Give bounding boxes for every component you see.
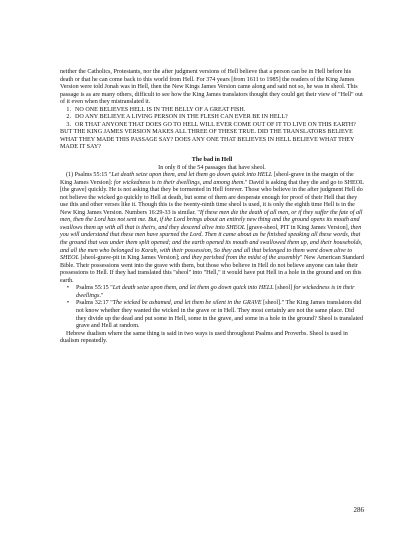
list-text: DO ANY BELIEVE A LIVING PERSON IN THE FLESH CAN EVER BE IN HELL? <box>75 114 288 121</box>
quote-italic: then you will understand that these men have spurned the Lord. Then it came about as he finished speaking all these words, that the ground that was under them split opened; and the earth opened its mouth and swallowed them up, and their households, and all the men who belonged to Korah, with their possession, So they and all that belonged to them went down alive to SHEOL <box>60 224 363 262</box>
body-paragraph <box>60 172 364 285</box>
numbered-list <box>60 107 364 130</box>
intro-paragraph: neither the Catholics, Protestants, nor the after judgment versions of Hell believe that a person can be in Hell before his death or that he can come back to this world from Hell. For 374 years [from 1611 to 1985] the readers of the King James Version were told Jonah was in Hell, then the New Kings James Version came along and said not so, he was in sheol. This passage is as are many others, difficult to see how the King James translators thought they could get their view of "Hell" out of it even when they mistranslated it. <box>60 69 363 106</box>
bullet-text: Psalms 32:17 "The wicked be ashamed, and let them be silent in the GRAVE [sheol]." The King James translators did not know whether they wanted the wicked in the grave or in Hell. They most certainly are not the same place. Did they divide up the dead and put some in Hell, some in the grave, and some in a hole in the ground? Sheol is translated grave and Hell at random. <box>76 300 364 330</box>
list-number: 3. <box>66 121 71 128</box>
quote-italic: If these men die the death of all men, or if they suffer the fate of all men, then the Lord has not sent me. But, if the Lord brings about an entirely new thing and the ground opens its mouth and swallows them up with all that is theirs, and they descend alive into SHEOL <box>60 209 363 231</box>
caps-statement: BUT THE KING JAMES VERSION MAKES ALL THREE OF THESE TRUE. DID THE TRANSLATORS BELIEVE WHAT THEY MADE THIS PASSAGE SAY? DOES ANY ONE THAT BELIEVES IN HELL BELIEVE WHAT THEY MADE IT SAY? <box>60 129 355 151</box>
list-item <box>60 107 364 115</box>
list-item <box>60 122 364 130</box>
list-item <box>60 114 364 122</box>
text-run: (1) Psalms 55:15 " <box>66 172 112 179</box>
page-number: 286 <box>353 506 364 514</box>
quote-italic: Let death seize upon them, and let them go down quick into HELL <box>111 172 273 179</box>
list-text: NO ONE BELIEVES HELL IS IN THE BELLY OF A GREAT FISH. <box>75 106 246 113</box>
list-number: 1. <box>66 106 71 113</box>
list-text: OR THAT ANYONE THAT DOES GO TO HELL WILL EVER COME OUT OF IT TO LIVE ON THIS EARTH? <box>75 121 356 128</box>
bullet-icon: • <box>66 300 70 307</box>
text-run: ." David is asking that they die and go to SHEOL [the grave] quickly. He is not asking that they be tormented in Hell forever. Those who believe in the after judgment Hell do not believe the wicked go quickly to Hell at death, but some of them are desperate enough for proof of their Hell that they use this and other verses like it. Though this is the twenty-ninth time sheol is used, it is only the eighth time Hell is in the New King James Version. Numbers 16:29-33 is similar. " <box>60 179 364 216</box>
text-run: [sheol-grave-pit in King James Version]; <box>78 255 182 262</box>
closing-paragraph: Hebrew dualism where the same thing is said in two ways is used throughout Psalms and Proverbs. Sheol is used in dualism repeatedly. <box>60 330 348 345</box>
list-number: 2. <box>66 114 71 121</box>
bullet-item <box>60 285 364 300</box>
bullet-icon: • <box>66 285 70 292</box>
section-subtitle: In only 8 of the 54 passages that have sheol. <box>158 164 266 171</box>
bullet-list <box>60 285 364 330</box>
text-run: [sheol-grave in the margin of the King James Version]: <box>60 172 354 186</box>
text-run: [grave-sheol, PIT in King James Version], <box>245 224 351 231</box>
quote-italic: for wickedness is in their dwellings, and among them <box>113 179 244 186</box>
section-title: The bad in Hell <box>191 157 233 164</box>
quote-italic: and they perished from the midst of the assembly <box>181 255 301 262</box>
bullet-item <box>60 300 364 330</box>
bullet-text: Psalms 55:15 "Let death seize upon them, and let them go down quick into HELL [sheol] for wickedness is in their dwellings." <box>76 285 355 299</box>
text-run: " New American Standard Bible. Their possessions went into the grave with them, but those who believe in Hell do not believe anyone can take their possessions to Hell. If they had translated this "sheol" into "Hell," it would have put Hell in a hole in the ground and on this earth. <box>60 255 364 284</box>
